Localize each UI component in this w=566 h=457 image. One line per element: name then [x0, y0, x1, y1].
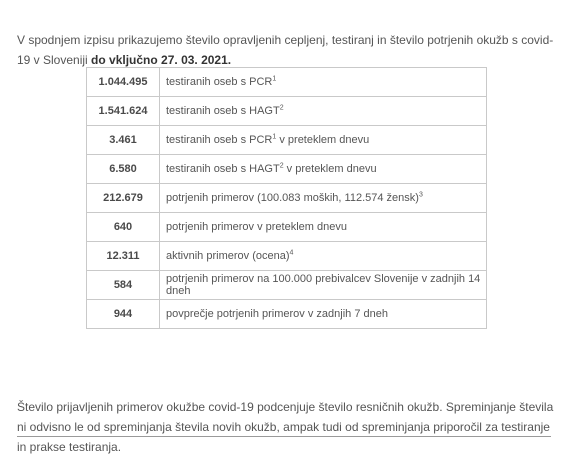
- stat-label: testiranih oseb s PCR: [166, 76, 273, 88]
- stat-label: aktivnih primerov (ocena): [166, 250, 290, 262]
- stat-value: 1.044.495: [87, 68, 160, 97]
- stat-description: [160, 271, 487, 300]
- stat-label-suffix: v preteklem dnevu: [283, 163, 377, 175]
- table-row: [87, 68, 487, 97]
- stat-description: [160, 97, 487, 126]
- stat-description: [160, 213, 487, 242]
- stat-value: 212.679: [87, 184, 160, 213]
- table-row: [87, 126, 487, 155]
- stat-description: [160, 300, 487, 329]
- stat-value: 640: [87, 213, 160, 242]
- stat-label: testiranih oseb s PCR: [166, 134, 273, 146]
- stat-value: 1.541.624: [87, 97, 160, 126]
- stat-label-suffix: v preteklem dnevu: [276, 134, 370, 146]
- table-row: [87, 97, 487, 126]
- table-row: [87, 213, 487, 242]
- intro-date: do vključno 27. 03. 2021.: [91, 53, 232, 67]
- stat-value: 944: [87, 300, 160, 329]
- footnote-marker: 4: [289, 249, 294, 257]
- stat-label: testiranih oseb s HAGT: [166, 163, 280, 175]
- stat-value: 12.311: [87, 242, 160, 271]
- stat-description: [160, 68, 487, 97]
- stat-value: 6.580: [87, 155, 160, 184]
- stat-label: potrjenih primerov (100.083 moških, 112.574 žensk): [166, 192, 419, 204]
- stat-label: potrjenih primerov na 100.000 prebivalcev Slovenije v zadnjih 14 dneh: [166, 273, 481, 297]
- footnote-marker: 2: [279, 104, 284, 112]
- covid-stats-table-body: [87, 68, 487, 329]
- stat-description: [160, 184, 487, 213]
- table-row: [87, 242, 487, 271]
- intro-text: V spodnjem izpisu prikazujemo število opravljenih cepljenj, testiranj in število potrjenih okužb s covid-19 v Sloveniji: [17, 33, 554, 67]
- footnote-marker: 2: [279, 162, 284, 170]
- stat-description: [160, 126, 487, 155]
- footnote-marker: 3: [418, 191, 423, 199]
- footer-note: Število prijavljenih primerov okužbe covid-19 podcenjuje število resničnih okužb. Spreminjanje števila ni odvisno le od spreminjanja števila novih okužb, ampak tudi od spreminjanja priporočil za testiranje in prakse testiranja.: [17, 400, 554, 454]
- stat-value: 3.461: [87, 126, 160, 155]
- stat-description: [160, 242, 487, 271]
- table-row: [87, 184, 487, 213]
- stat-value: 584: [87, 271, 160, 300]
- footnote-marker: 1: [272, 75, 277, 83]
- bottom-divider: [17, 436, 551, 437]
- table-row: [87, 155, 487, 184]
- table-row: [87, 300, 487, 329]
- intro-paragraph: [17, 30, 557, 70]
- covid-stats-table: [86, 67, 487, 329]
- stat-label: testiranih oseb s HAGT: [166, 105, 280, 117]
- table-row: [87, 271, 487, 300]
- stat-label: povprečje potrjenih primerov v zadnjih 7 dneh: [166, 308, 388, 320]
- stat-description: [160, 155, 487, 184]
- stat-label: potrjenih primerov v preteklem dnevu: [166, 221, 347, 233]
- footnote-marker: 1: [272, 133, 277, 141]
